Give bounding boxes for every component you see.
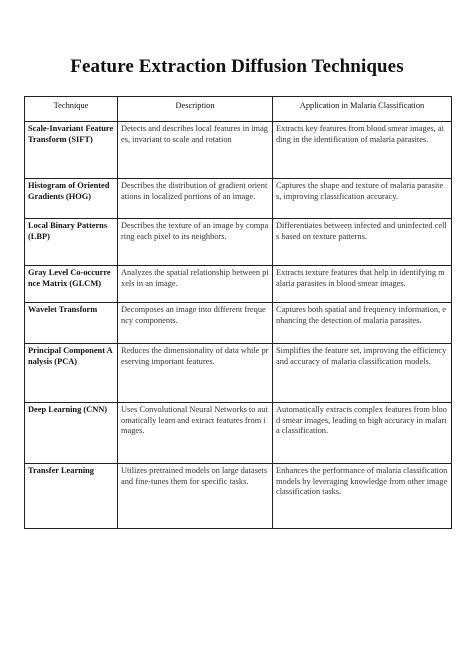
technique-cell: Local Binary Patterns (LBP)	[25, 219, 118, 266]
table-row	[25, 266, 452, 303]
application-cell: Extracts texture features that help in identifying malaria parasites in blood smear images.	[273, 266, 452, 303]
column-header-application: Application in Malaria Classification	[273, 97, 452, 122]
techniques-table	[24, 96, 452, 529]
application-cell: Automatically extracts complex features from blood smear images, leading to high accuracy in malaria classification.	[273, 403, 452, 464]
application-cell: Enhances the performance of malaria classification models by leveraging knowledge from other image classification tasks.	[273, 464, 452, 529]
page-title: Feature Extraction Diffusion Techniques	[70, 56, 404, 77]
table-row	[25, 344, 452, 403]
application-cell: Simplifies the feature set, improving the efficiency and accuracy of malaria classification models.	[273, 344, 452, 403]
table-row	[25, 403, 452, 464]
technique-cell: Histogram of Oriented Gradients (HOG)	[25, 179, 118, 219]
application-cell: Differentiates between infected and uninfected cells based on texture patterns.	[273, 219, 452, 266]
table-row	[25, 464, 452, 529]
description-cell: Describes the texture of an image by comparing each pixel to its neighbors.	[118, 219, 273, 266]
application-cell: Extracts key features from blood smear images, aiding in the identification of malaria parasites.	[273, 122, 452, 179]
table-row	[25, 303, 452, 344]
column-header-technique: Technique	[25, 97, 118, 122]
technique-cell: Gray Level Co-occurrence Matrix (GLCM)	[25, 266, 118, 303]
table-row	[25, 219, 452, 266]
description-cell: Uses Convolutional Neural Networks to automatically learn and extract features from images.	[118, 403, 273, 464]
description-cell: Detects and describes local features in images, invariant to scale and rotation	[118, 122, 273, 179]
technique-cell: Principal Component Analysis (PCA)	[25, 344, 118, 403]
technique-cell: Wavelet Transform	[25, 303, 118, 344]
application-cell: Captures the shape and texture of malaria parasites, improving classification accuracy.	[273, 179, 452, 219]
description-cell: Decomposes an image into different frequency components.	[118, 303, 273, 344]
table-row	[25, 122, 452, 179]
description-cell: Analyzes the spatial relationship between pixels in an image.	[118, 266, 273, 303]
column-header-description: Description	[118, 97, 273, 122]
application-cell: Captures both spatial and frequency information, enhancing the detection of malaria parasites.	[273, 303, 452, 344]
table-header-row	[25, 97, 452, 122]
table-row	[25, 179, 452, 219]
technique-cell: Deep Learning (CNN)	[25, 403, 118, 464]
technique-cell: Scale-Invariant Feature Transform (SIFT)	[25, 122, 118, 179]
technique-cell: Transfer Learning	[25, 464, 118, 529]
description-cell: Utilizes pretrained models on large datasets and fine-tunes them for specific tasks.	[118, 464, 273, 529]
description-cell: Describes the distribution of gradient orientations in localized portions of an image.	[118, 179, 273, 219]
description-cell: Reduces the dimensionality of data while preserving important features.	[118, 344, 273, 403]
